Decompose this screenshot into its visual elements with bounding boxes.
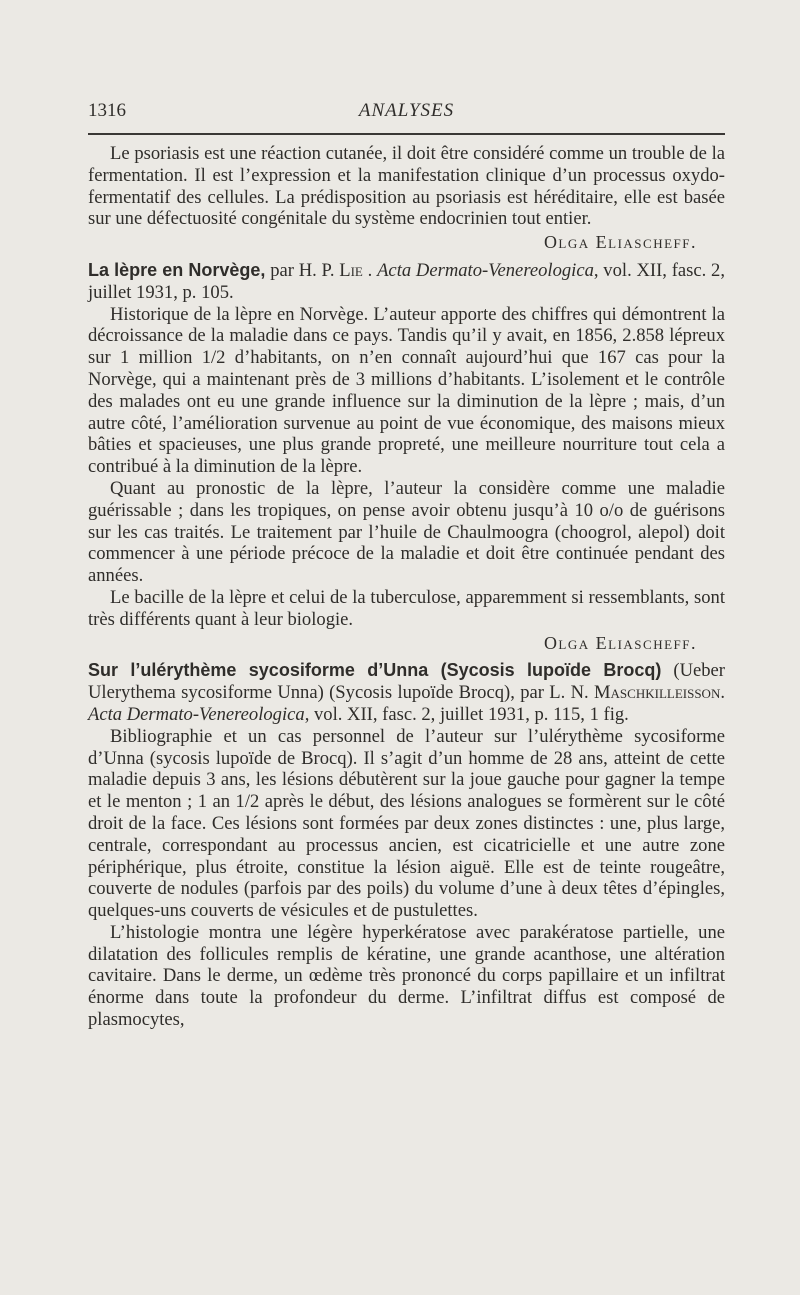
article-title: Sur l’ulérythème sycosiforme d’Unna (Sycosis lupoïde Brocq) <box>88 660 662 681</box>
article-heading <box>88 660 725 725</box>
signature: Olga Eliascheff. <box>543 632 697 653</box>
journal-name: Acta Dermato-Venereologica <box>377 259 594 281</box>
author-name: Lie <box>339 259 363 281</box>
page-number: 1316 <box>88 100 126 121</box>
header-rule <box>88 133 725 135</box>
paragraph: Bibliographie et un cas personnel de l’auteur sur l’ulérythème sycosiforme d’Unna (sycosis lupoïde de Brocq). Il s’agit d’un homme de 28 ans, atteint de cette maladie depuis 3 ans, les lésions débutèrent sur la joue gauche pour gagner la tempe et le menton ; 1 an 1/2 après le début, des lésions analogues se formèrent sur le côté droit de la face. Ces lésions sont formées par deux zones distinctes : une, plus large, centrale, correspondant au processus ancien, est cicatricielle et une autre zone périphérique, plus étroite, constitue la lésion aiguë. Elle est de teinte rougeâtre, couverte de nodules (parfois par des poils) du volume d’une à deux têtes d’épingles, quelques-uns couverts de vésicules et de pustulettes. <box>88 725 725 922</box>
signature: Olga Eliascheff. <box>543 232 697 253</box>
reference: , vol. XII, fasc. 2, juillet 1931, p. 115, 1 fig. <box>304 703 629 725</box>
byline: par H. P. <box>265 259 340 281</box>
page-content <box>88 143 725 1031</box>
paragraph: Quant au pronostic de la lèpre, l’auteur la considère comme une maladie guérissable ; dans les tropiques, on pense avoir obtenu jusqu’à 10 o/o de guérisons sur les cas traités. Le traitement par l’huile de Chaulmoogra (choogrol, alepol) doit commencer à une période précoce de la maladie et doit être continuée pendant des années. <box>88 477 725 587</box>
paragraph: Le bacille de la lèpre et celui de la tuberculose, apparemment si ressemblants, sont très différents quant à leur biologie. <box>88 586 725 630</box>
article-title: La lèpre en Norvège, <box>88 259 266 280</box>
running-title: ANALYSES <box>358 100 455 121</box>
author-name: Maschkilleisson <box>594 682 721 704</box>
paragraph: L’histologie montra une légère hyperkératose avec parakératose partielle, une dilatation des follicules remplis de kératine, une grande acanthose, une altération cavitaire. Dans le derme, un œdème très prononcé du corps papillaire et un infiltrat énorme dans toute la profondeur du derme. L’infiltrat diffus est composé de plasmocytes, <box>88 921 725 1031</box>
separator: . <box>720 682 725 704</box>
paragraph: Historique de la lèpre en Norvège. L’auteur apporte des chiffres qui démontrent la décroissance de la maladie dans ce pays. Tandis qu’il y avait, en 1856, 2.858 lépreux sur 1 million 1/2 d’habitants, on n’en connaît aujourd’hui que 167 cas pour la Norvège, qui a maintenant près de 3 millions d’habitants. L’isolement et le contrôle des malades ont eu une grande influence sur la diminution de la lèpre ; mais, d’un autre côté, l’amélioration survenue au point de vue économique, des maisons mieux bâties et spacieuses, une plus grande propreté, une meilleure nourriture tout cela a contribué à la diminution de la lèpre. <box>88 303 725 478</box>
article-heading <box>88 260 725 304</box>
page-header <box>88 100 725 128</box>
separator: . <box>362 259 378 281</box>
subtitle: (Ueber Ulerythema sycosiforme Unna) (Sycosis lupoïde Brocq), par L. N. <box>88 660 725 704</box>
paragraph: Le psoriasis est une réaction cutanée, il doit être considéré comme un trouble de la fermentation. Il est l’expression et la manifestation clinique d’un processus oxydo-fermentatif des cellules. La prédisposition au psoriasis est héréditaire, elle est basée sur une défectuosité congénitale du système endocrinien tout entier. <box>88 143 725 230</box>
journal-name: Acta Dermato-Venereologica <box>88 703 305 725</box>
reference: , vol. XII, fasc. 2, juillet 1931, p. 105. <box>88 259 726 303</box>
